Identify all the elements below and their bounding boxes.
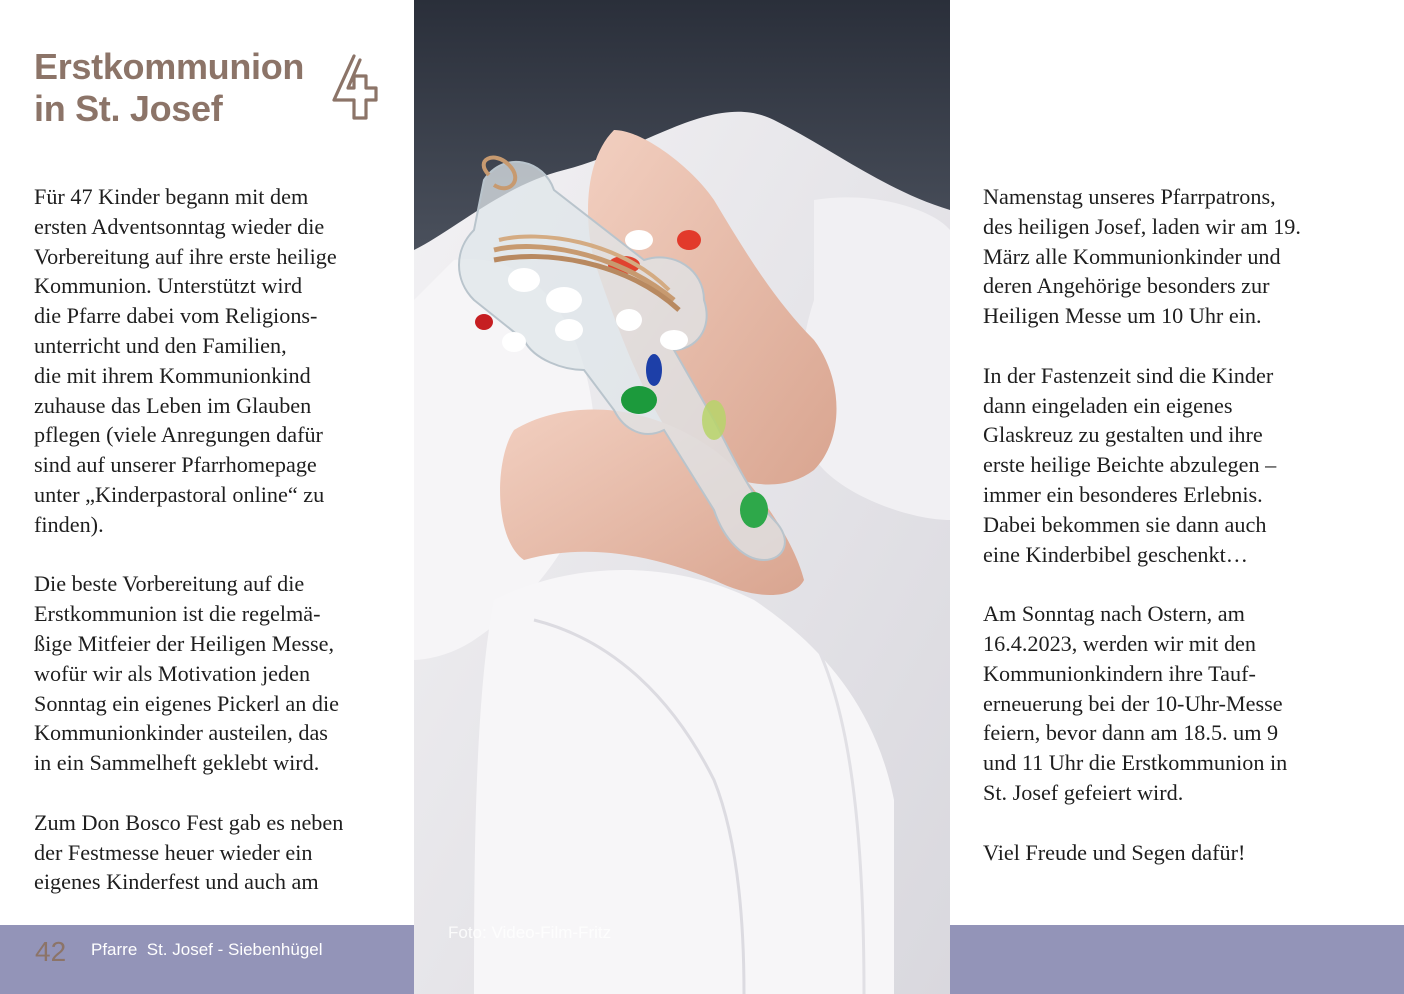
text-line: März alle Kommunionkinder und xyxy=(983,243,1281,269)
text-line: Sonntag ein eigenes Pickerl an die xyxy=(34,690,339,716)
text-line: ßige Mitfeier der Heiligen Messe, xyxy=(34,630,335,656)
text-line: 16.4.2023, werden wir mit den xyxy=(983,630,1256,656)
text-line: Viel Freude und Segen dafür! xyxy=(983,839,1246,865)
text-line: Erstkommunion ist die regelmä- xyxy=(34,601,321,627)
text-line: Dabei bekommen sie dann auch xyxy=(983,511,1267,537)
text-line: Glaskreuz zu gestalten und ihre xyxy=(983,422,1263,448)
paragraph xyxy=(983,361,1383,570)
text-line: erneuerung bei der 10-Uhr-Messe xyxy=(983,690,1283,716)
text-line: wofür wir als Motivation jeden xyxy=(34,660,311,686)
text-line: Kommunionkindern ihre Tauf- xyxy=(983,660,1256,686)
text-line: und 11 Uhr die Erstkommunion in xyxy=(983,750,1288,776)
text-line: ersten Adventsonntag wieder die xyxy=(34,213,325,239)
text-line: sind auf unserer Pfarrhomepage xyxy=(34,452,317,478)
paragraph xyxy=(983,838,1383,868)
text-line: feiern, bevor dann am 18.5. um 9 xyxy=(983,720,1279,746)
text-line: Am Sonntag nach Ostern, am xyxy=(983,601,1245,627)
text-line: Die beste Vorbereitung auf die xyxy=(34,571,305,597)
text-line: Namenstag unseres Pfarrpatrons, xyxy=(983,184,1276,209)
paragraph xyxy=(983,599,1383,808)
text-line: in ein Sammelheft geklebt wird. xyxy=(34,750,320,776)
text-line: Zum Don Bosco Fest gab es neben xyxy=(34,809,344,835)
title-line-2: in St. Josef xyxy=(34,88,223,129)
text-line: unterricht und den Familien, xyxy=(34,332,287,358)
text-line: eigenes Kinderfest und auch am xyxy=(34,869,319,895)
footer-publication: Pfarre St. Josef - Siebenhügel xyxy=(91,940,323,959)
paragraph xyxy=(34,182,406,540)
title-line-1: Erstkommunion xyxy=(34,46,305,87)
text-line: eine Kinderbibel geschenkt… xyxy=(983,541,1248,567)
text-line: des heiligen Josef, laden wir am 19. xyxy=(983,213,1301,239)
photo-caption: Foto: Video-Film-Fritz xyxy=(448,923,612,942)
paragraph xyxy=(34,808,406,897)
text-line: unter „Kinderpastoral online“ zu xyxy=(34,481,325,507)
text-line: die mit ihrem Kommunionkind xyxy=(34,362,311,388)
text-line: St. Josef gefeiert wird. xyxy=(983,779,1184,805)
paragraph xyxy=(34,569,406,778)
text-line: dann eingeladen ein eigenes xyxy=(983,392,1233,418)
text-line: finden). xyxy=(34,511,104,537)
footer-band-right xyxy=(950,925,1404,994)
article-text-right xyxy=(983,182,1383,867)
text-line: Heiligen Messe um 10 Uhr ein. xyxy=(983,303,1262,329)
text-line: immer ein besonderes Erlebnis. xyxy=(983,481,1263,507)
text-line: erste heilige Beichte abzulegen – xyxy=(983,452,1277,478)
text-line: Vorbereitung auf ihre erste heilige xyxy=(34,243,337,269)
page-number: 42 xyxy=(35,936,67,967)
text-line: Kommunion. Unterstützt wird xyxy=(34,273,303,299)
photo-glass-cross xyxy=(414,0,950,994)
text-line: der Festmesse heuer wieder ein xyxy=(34,839,313,865)
photo-illustration xyxy=(414,0,950,994)
text-line: die Pfarre dabei vom Religions- xyxy=(34,303,318,329)
text-line: Kommunionkinder austeilen, das xyxy=(34,720,328,746)
text-line: In der Fastenzeit sind die Kinder xyxy=(983,362,1274,388)
article-title xyxy=(34,46,304,130)
article-text-left xyxy=(34,182,406,897)
cross-4-icon xyxy=(326,50,386,124)
text-line: deren Angehörige besonders zur xyxy=(983,273,1270,299)
paragraph xyxy=(983,182,1383,331)
text-line: Für 47 Kinder begann mit dem xyxy=(34,184,309,209)
text-line: pflegen (viele Anregungen dafür xyxy=(34,422,323,448)
text-line: zuhause das Leben im Glauben xyxy=(34,392,312,418)
